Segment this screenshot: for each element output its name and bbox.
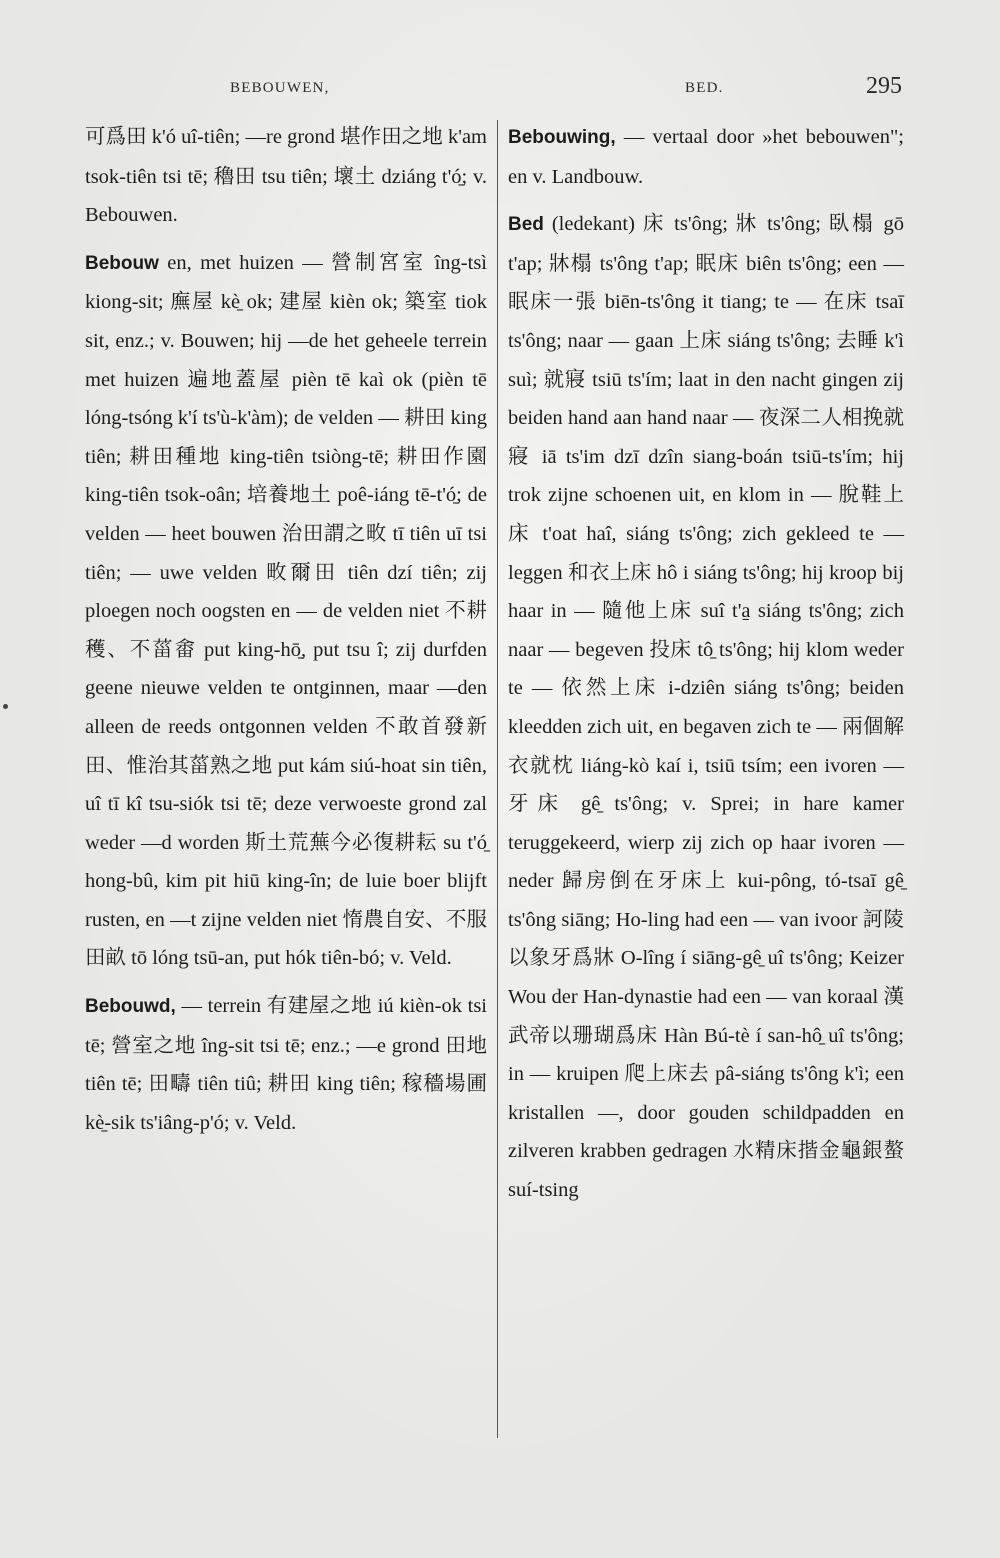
entry-bebouwing bbox=[508, 118, 904, 196]
entry-text: — vertaal door »het bebouwen"; en v. Landbouw. bbox=[508, 126, 905, 188]
right-column bbox=[508, 118, 904, 1210]
column-divider bbox=[497, 120, 498, 1438]
running-header-left: BEBOUWEN, bbox=[230, 80, 330, 96]
entry-bed bbox=[508, 205, 904, 1209]
entry-bebouwd bbox=[85, 987, 487, 1142]
entry-headword: Bebouw bbox=[85, 252, 159, 274]
left-column bbox=[85, 118, 487, 1142]
running-header-right: BED. bbox=[685, 80, 724, 96]
entry-headword: Bebouwd, bbox=[85, 996, 176, 1018]
page-number: 295 bbox=[866, 73, 902, 99]
entry-text: 可爲田 k'ó uî-tiên; —re grond 堪作田之地 k'am tsok-tiên tsi tē; 穭田 tsu tiên; 壞土 dziáng t'ó̱; v. Bebouwen. bbox=[85, 126, 487, 227]
entry-continuation bbox=[85, 118, 487, 235]
entry-bebouwen bbox=[85, 244, 487, 978]
entry-text: en, met huizen — 營制宮室 îng-tsì kiong-sit; 廡屋 kè̱ ok; 建屋 kièn ok; 築室 tiok sit, enz.; v. Bouwen; hij —de het geheele terrein met huizen 遍地蓋屋 pièn tē kaì ok (pièn tē lóng-tsóng k'í ts'ù-k'àm); de velden — 耕田 king tiên; 耕田種地 king-tiên tsiòng-tē; 耕田作園 king-tiên tsok-oân; 培養地土 poê-iáng tē-t'ó̱; de velden — heet bouwen 治田謂之畋 tī tiên uī tsi tiên; — uwe velden 畋爾田 tiên dzí tiên; zij ploegen noch oogsten en — de velden niet 不耕穫、不菑畬 put king-hō̱, put tsu î; zij durfden geene nieuwe velden te ontginnen, maar —den alleen de reeds ontgonnen velden 不敢首發新田、惟治其菑熟之地 put kám siú-hoat sin tiên, uî tī kî tsu-siók tsi tē; deze verwoeste grond zal weder —d worden 斯土荒蕪今必復耕耘 su t'ó̱ hong-bû, kim pit hiū king-în; de luie boer blijft rusten, en —t zijne velden niet 惰農自安、不服田畝 tō lóng tsū-an, put hók tiên-bó; v. Veld. bbox=[85, 251, 488, 970]
entry-headword: Bed bbox=[508, 214, 544, 236]
entry-text: (ledekant) 床 ts'ông; 牀 ts'ông; 臥榻 gō t'ap; 牀榻 ts'ông t'ap; 眠床 biên ts'ông; een — 眠床一張 biēn-ts'ông it tiang; te — 在床 tsaī ts'ông; naar — gaan 上床 siáng ts'ông; 去睡 k'ì suì; 就寢 tsiū ts'ím; laat in den nacht gingen zij beiden hand aan hand naar — 夜深二人相挽就寢 iā ts'im dzī dzîn siang-boán tsiū-ts'ím; hij trok zijne schoenen uit, en klom in — 脫鞋上床 t'oat haî, siáng ts'ông; zich gekleed te — leggen 和衣上床 hô i siáng ts'ông; hij kroop bij haar in — 隨他上床 suî t'a̱ siáng ts'ông; zich naar — begeven 投床 tô̱ ts'ông; hij klom weder te — 依然上床 i-dziên siáng ts'ông; beiden kleedden zich uit, en begaven zich te — 兩個解衣就枕 liáng-kò kaí i, tsiū tsím; een ivoren — 牙床 gê̱ ts'ông; v. Sprei; in hare kamer teruggekeerd, wierp zij zich op haar ivoren — neder 歸房倒在牙床上 kui-pông, tó-tsaī gê̱ ts'ông siāng; Ho-ling had een — van ivoor 訶陵以象牙爲牀 O-lîng í siāng-gê̱ uî ts'ông; Keizer Wou der Han-dynastie had een — van koraal 漢武帝以珊瑚爲床 Hàn Bú-tè í san-hô̱ uî ts'ông; in — kruipen 爬上床去 pâ-siáng ts'ông k'ì; een kristallen —, door gouden schildpadden en zilveren krabben gedragen 水精床揩金龜銀螯 suí-tsing bbox=[508, 213, 905, 1202]
entry-text: — terrein 有建屋之地 iú kièn-ok tsi tē; 營室之地 îng-sit tsi tē; enz.; —e grond 田地 tiên tē; 田疇 tiên tiû; 耕田 king tiên; 稼穡場圃 kè̱-sik ts'iâng-p'ó; v. Veld. bbox=[85, 995, 488, 1134]
ink-spot bbox=[3, 704, 8, 709]
entry-headword: Bebouwing, bbox=[508, 127, 616, 148]
